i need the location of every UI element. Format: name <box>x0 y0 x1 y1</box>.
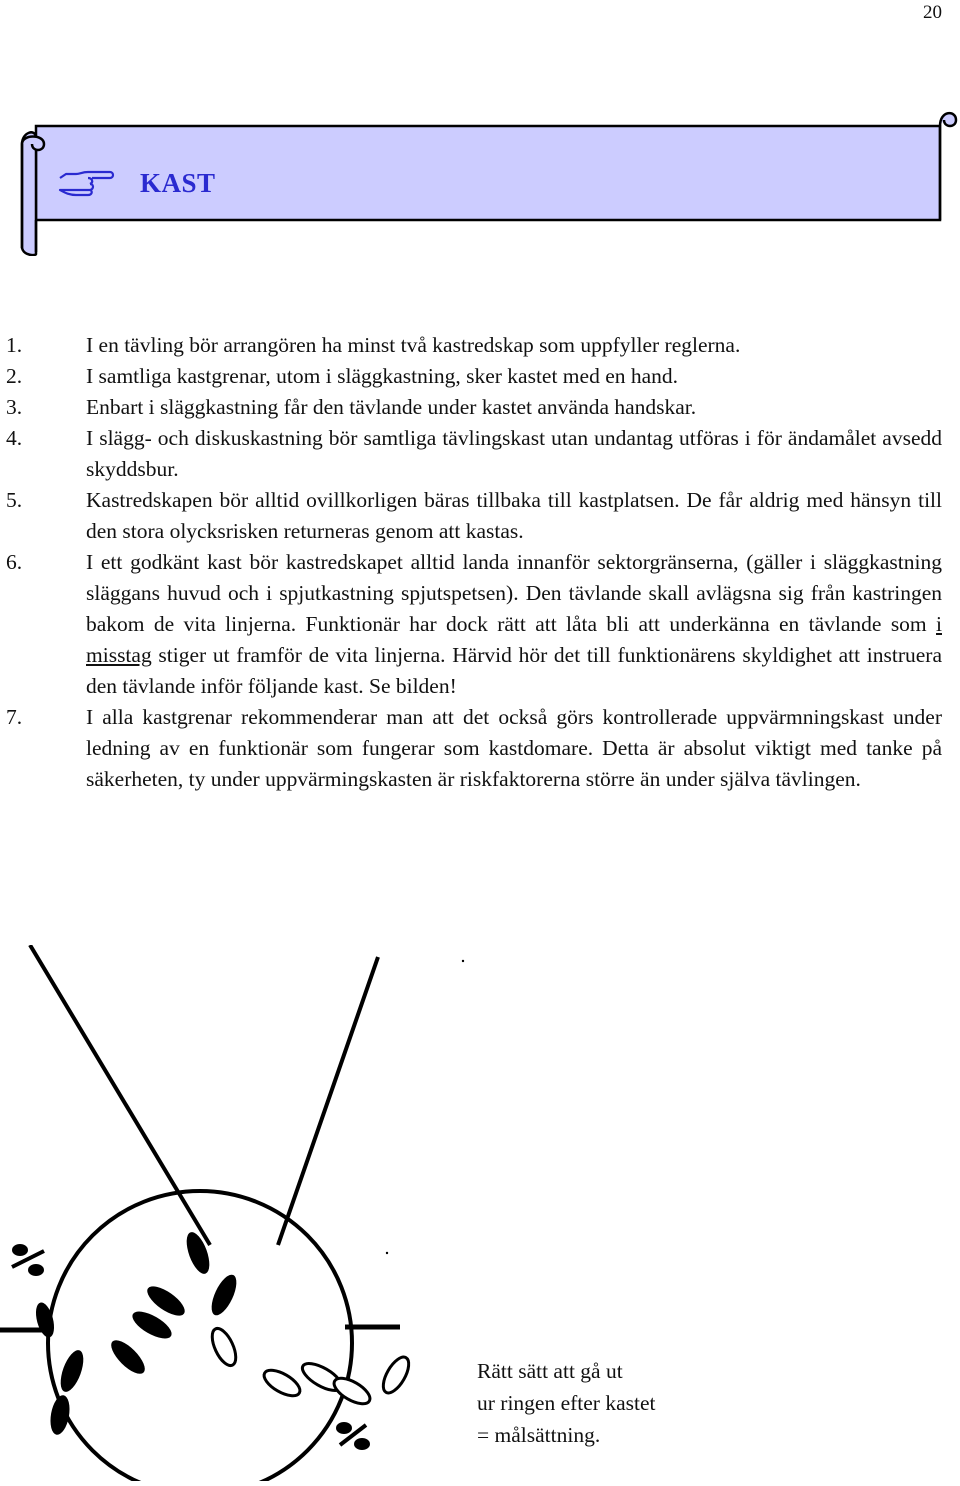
figure-caption <box>477 1355 777 1451</box>
item-number: 6. <box>6 550 23 574</box>
item-text: I en tävling bör arrangören ha minst två kastredskap som uppfyller reglerna. <box>86 333 741 357</box>
list-item <box>0 392 960 423</box>
wrong-exit-mark-left <box>12 1246 44 1274</box>
footprints-inside <box>33 1229 242 1436</box>
wrong-exit-mark-right <box>338 1424 368 1448</box>
list-item <box>0 702 960 795</box>
item-text: I samtliga kastgrenar, utom i släggkastning, sker kastet med en hand. <box>86 364 679 388</box>
item-number: 4. <box>6 426 23 450</box>
item-number: 7. <box>6 705 23 729</box>
list-item <box>0 330 960 361</box>
item-text: I slägg- och diskuskastning bör samtliga tävlingskast utan undantag utföras i för ändamålet avsedd skyddsbur. <box>86 426 942 481</box>
item-text: Kastredskapen bör alltid ovillkorligen bäras tillbaka till kastplatsen. De får aldrig med hänsyn till den stora olycksrisken returneras genom att kastas. <box>86 488 942 543</box>
list-item <box>0 423 960 485</box>
underlined-text: i misstag <box>86 612 942 667</box>
speck <box>462 960 464 962</box>
item-text <box>86 550 942 698</box>
item-number: 5. <box>6 488 23 512</box>
list-item <box>0 485 960 547</box>
speck <box>386 1252 388 1254</box>
item-text: I alla kastgrenar rekommenderar man att det också görs kontrollerade uppvärmningskast under ledning av en funktionär som fungerar som kastdomare. Detta är absolut viktigt med tanke på säkerheten, ty under uppvärmingskasten är riskfaktorerna större än under själva tävlingen. <box>86 705 942 791</box>
item-number: 3. <box>6 395 23 419</box>
list-item <box>0 547 960 702</box>
footprints-exit <box>207 1325 413 1409</box>
item-number: 1. <box>6 333 23 357</box>
list-item <box>0 361 960 392</box>
caption-line: = målsättning. <box>477 1423 601 1447</box>
section-banner <box>14 104 960 256</box>
sector-line-left <box>30 945 210 1245</box>
caption-line: ur ringen efter kastet <box>477 1391 656 1415</box>
item-text-part: I ett godkänt kast bör kastredskapet alltid landa innanför sektorgränserna, (gäller i släggkastning släggans huvud och i spjutkastning spjutspetsen). Den tävlande skall avlägsna sig från kastringen bakom de vita linjerna. Funktionär har dock rätt att låta bli att underkänna en tävlande som <box>86 550 942 636</box>
item-number: 2. <box>6 364 23 388</box>
caption-line: Rätt sätt att gå ut <box>477 1359 623 1383</box>
item-text: Enbart i släggkastning får den tävlande under kastet använda handskar. <box>86 395 697 419</box>
item-text-part: stiger ut framför de vita linjerna. Härvid hör det till funktionärens skyldighet att instruera den tävlande inför följande kast. Se bilden! <box>86 643 942 698</box>
section-title: KAST <box>140 168 216 198</box>
throwing-circle <box>48 1191 352 1481</box>
page-number: 20 <box>923 2 942 23</box>
pointing-hand-icon <box>58 169 116 199</box>
sector-line-right <box>278 957 378 1245</box>
rules-list <box>0 330 960 795</box>
